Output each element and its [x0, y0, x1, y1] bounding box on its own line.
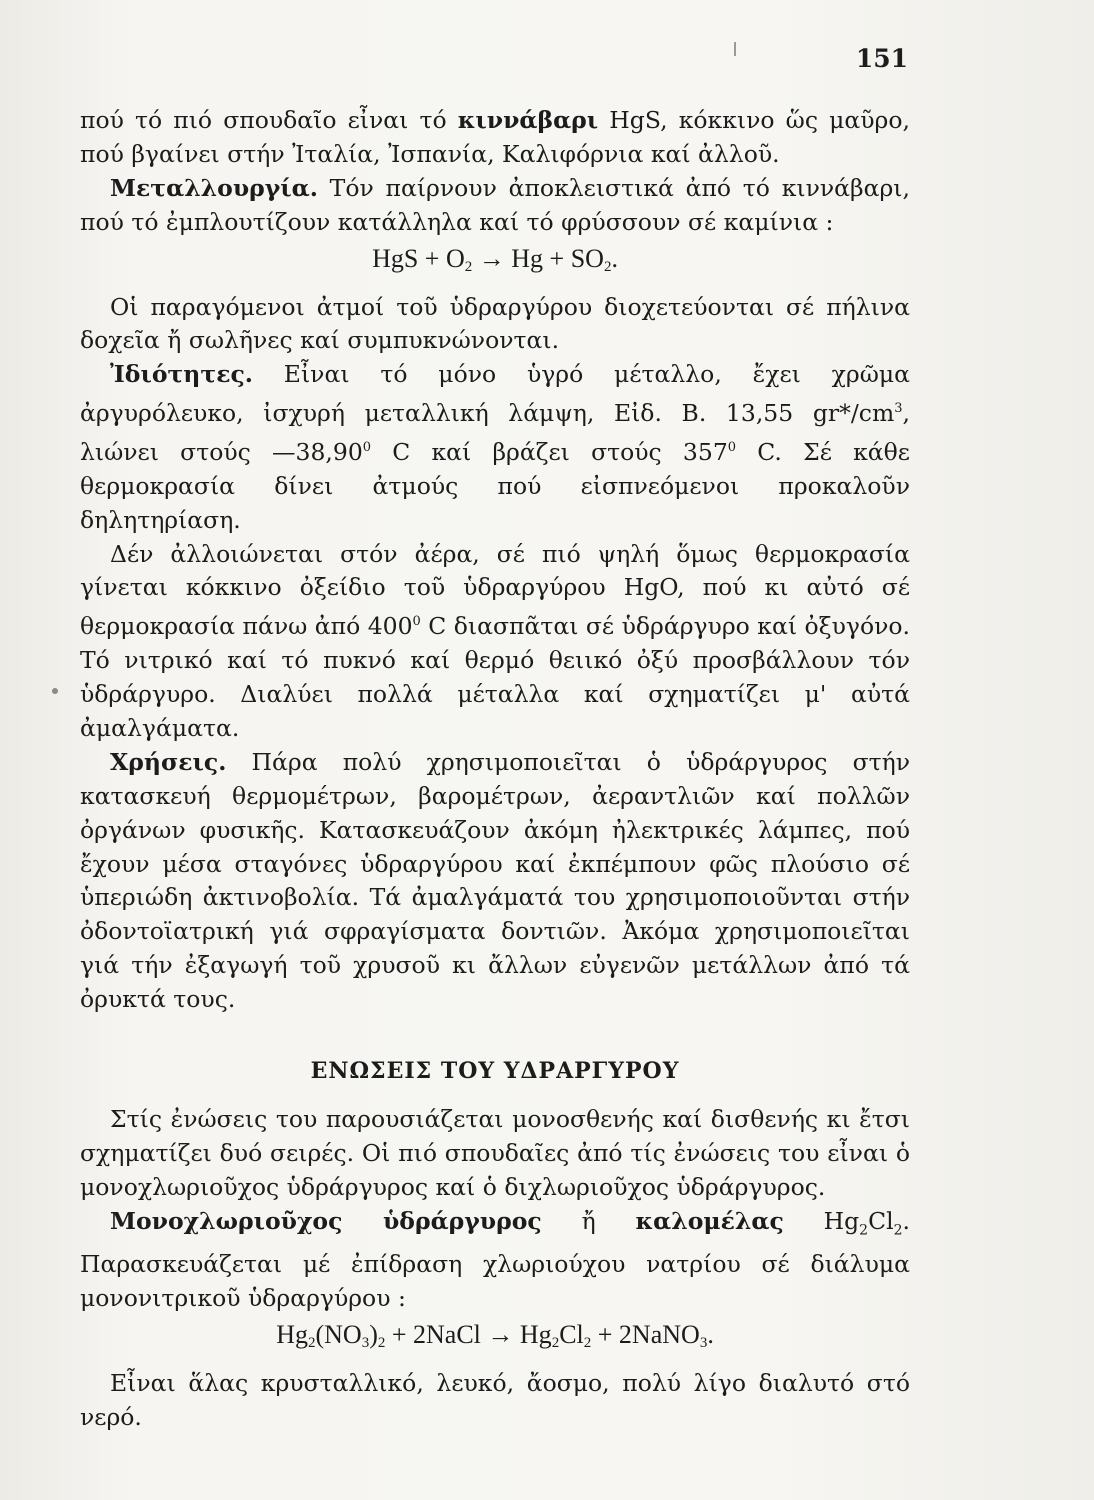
- paragraph-reactions: Δέν ἀλλοιώνεται στόν ἀέρα, σέ πιό ψηλή ὅμως θερμοκρασία γίνεται κόκκινο ὀξείδιο τοῦ ὑδραργύρου HgO, πού κι αὐτό σέ θερμοκρασία πάνω ἀπό $400^0$ C διασπᾶται σέ ὑδράργυρο καί ὀξυγόνο. Τό νιτρικό καί τό πυκνό καί θερμό θειικό ὀξύ προσβάλλουν τόν ὑδράργυρο. Διαλύει πολλά μέταλλα καί σχηματίζει μ' αὐτά ἀμαλγάματα.: [80, 539, 910, 742]
- paragraph-cinnabar: πού τό πιό σπουδαῖο εἶναι τό κιννάβαρι HgS, κόκκινο ὥς μαῦρο, πού βγαίνει στήν Ἰταλία, Ἰσπανία, Καλιφόρνια καί ἀλλοῦ.: [80, 106, 910, 168]
- term-mercurous-chloride: Μονοχλωριοῦχος ὑδράργυρος: [110, 1206, 542, 1235]
- paragraph-vapors: Οἱ παραγόμενοι ἀτμοί τοῦ ὑδραργύρου διοχετεύονται σέ πήλινα δοχεῖα ἤ σωλῆνες καί συμπυκνώνονται.: [80, 292, 910, 355]
- section-head-properties: Ἰδιότητες.: [110, 360, 253, 389]
- section-heading-compounds: ΕΝΩΣΕΙΣ ΤΟΥ ΥΔΡΑΡΓΥΡΟΥ: [310, 1058, 680, 1085]
- formula-calomel: $Hg_2(NO_3)_2$ + 2NaCl → $Hg_2Cl_2$ + 2NaNO$_3$.: [276, 1320, 714, 1352]
- margin-dot: [52, 688, 58, 694]
- formula-roasting: HgS + $O_2 \to Hg + SO_2$.: [372, 243, 618, 275]
- paragraph-calomel: Μονοχλωριοῦχος ὑδράργυρος ἤ καλομέλας $Hg_2Cl_2$. Παρασκευάζεται μέ ἐπίδραση χλωριούχου νατρίου σέ διάλυμα μονονιτρικοῦ ὑδραργύρου :: [80, 1206, 910, 1313]
- paragraph-uses: Χρήσεις. Πάρα πολύ χρησιμοποιεῖται ὁ ὑδράργυρος στήν κατασκευή θερμομέτρων, βαρομέτρων, ἀεραντλιῶν καί πολλῶν ὀργάνων φυσικῆς. Κατασκευάζουν ἀκόμη ἠλεκτρικές λάμπες, πού ἔχουν μέσα σταγόνες ὑδραργύρου καί ἐκπέμπουν φῶς πλούσιο σέ ὑπεριώδη ἀκτινοβολία. Τά ἀμαλγάματά του χρησιμοποιοῦνται στήν ὀδοντοϊατρική γιά σφραγίσματα δοντιῶν. Ἀκόμα χρησιμοποιεῖται γιά τήν ἐξαγωγή τοῦ χρυσοῦ κι ἄλλων εὐγενῶν μετάλλων ἀπό τά ὀρυκτά τους.: [80, 747, 910, 1014]
- paragraph-metallurgy: Μεταλλουργία. Τόν παίρνουν ἀποκλειστικά ἀπό τό κιννάβαρι, πού τό ἐμπλουτίζουν κατάλληλα καί τό φρύσσουν σέ καμίνια :: [80, 173, 910, 236]
- term-calomel: καλομέλας: [635, 1206, 784, 1235]
- margin-mark: [734, 42, 736, 56]
- body-text: [80, 104, 910, 1435]
- term-cinnabar: κιννάβαρι: [457, 106, 599, 134]
- paragraph-properties: Ἰδιότητες. Εἶναι τό μόνο ὑγρό μέταλλο, ἔχει χρῶμα ἀργυρόλευκο, ἰσχυρή μεταλλική λάμψη, Εἰδ. Β. 13,55 $gr*/cm^3$, λιώνει στούς —38,90$^0$ C καί βράζει στούς $357^0$ C. Σέ κάθε θερμοκρασία δίνει ἀτμούς πού εἰσπνεόμενοι προκαλοῦν δηλητηρίαση.: [80, 360, 910, 534]
- paragraph-compounds: Στίς ἐνώσεις του παρουσιάζεται μονοσθενής καί δισθενής κι ἔτσι σχηματίζει δυό σειρές. Οἱ πιό σπουδαῖες ἀπό τίς ἐνώσεις του εἶναι ὁ μονοχλωριοῦχος ὑδράργυρος καί ὁ διχλωριοῦχος ὑδράργυρος.: [80, 1104, 910, 1201]
- paragraph-salt: Εἶναι ἅλας κρυσταλλικό, λευκό, ἄοσμο, πολύ λίγο διαλυτό στό νερό.: [80, 1368, 910, 1431]
- page-number: 151: [855, 44, 908, 73]
- section-head-uses: Χρήσεις.: [110, 747, 227, 776]
- section-head-metallurgy: Μεταλλουργία.: [110, 173, 318, 202]
